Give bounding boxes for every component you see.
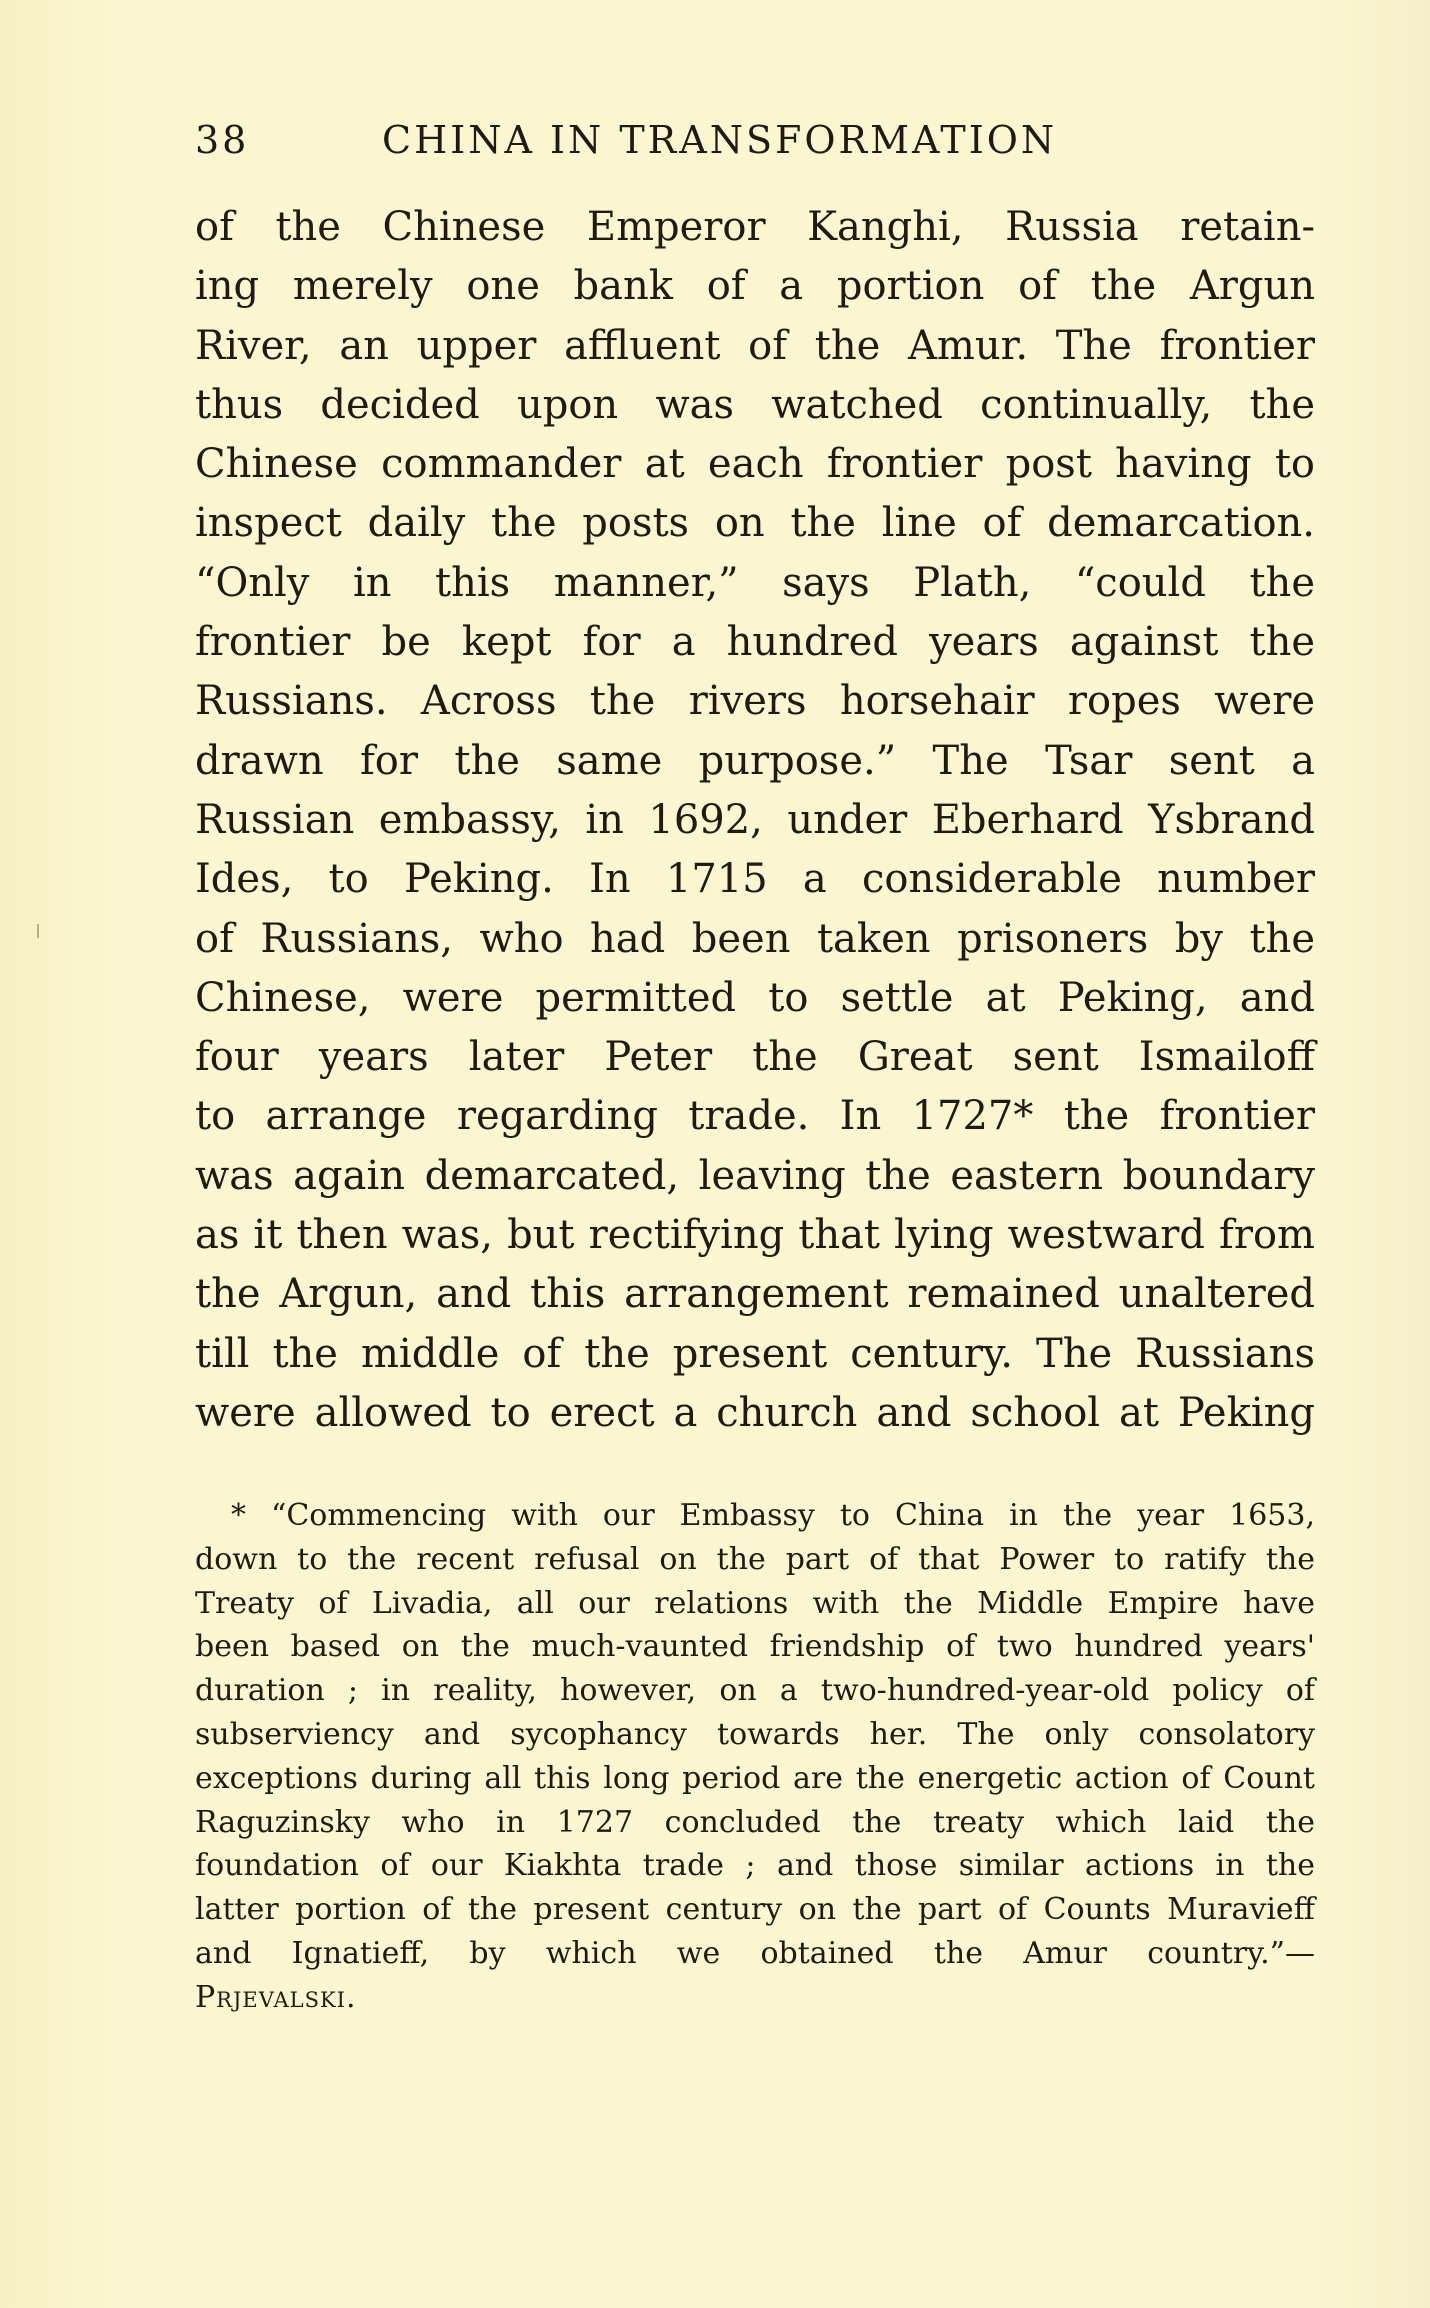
body-line: frontier be kept for a hundred years against the — [195, 619, 1315, 666]
running-head — [195, 118, 1315, 168]
footnote-line: been based on the much-vaunted friendship of two hundred years' — [195, 1629, 1315, 1665]
footnote-line: and Ignatieff, by which we obtained the Amur country.”— — [195, 1935, 1315, 1971]
footnote-attribution: Prjevalski. — [195, 1979, 357, 2015]
body-line: ing merely one bank of a portion of the Argun — [195, 263, 1315, 310]
body-line: of Russians, who had been taken prisoners by the — [195, 915, 1315, 962]
footnote-line: duration ; in reality, however, on a two-hundred-year-old policy of — [195, 1673, 1315, 1709]
footnote-line: down to the recent refusal on the part of that Power to ratify the — [195, 1541, 1315, 1577]
body-line: thus decided upon was watched continually, the — [195, 381, 1315, 428]
body-line: drawn for the same purpose.” The Tsar sent a — [195, 737, 1315, 784]
footnote-line: subserviency and sycophancy towards her. The only consolatory — [195, 1716, 1315, 1752]
body-line: of the Chinese Emperor Kanghi, Russia retain- — [195, 204, 1315, 250]
footnote-line: foundation of our Kiakhta trade ; and those similar actions in the — [195, 1848, 1315, 1884]
body-line: Chinese, were permitted to settle at Peking, and — [195, 974, 1315, 1021]
body-line: Russian embassy, in 1692, under Eberhard Ysbrand — [195, 796, 1315, 843]
footnote-line: Treaty of Livadia, all our relations with the Middle Empire have — [195, 1585, 1315, 1621]
footnote — [195, 1494, 1315, 2020]
body-line: Ides, to Peking. In 1715 a considerable number — [195, 856, 1315, 903]
body-line: Russians. Across the rivers horsehair ropes were — [195, 678, 1315, 725]
body-line: as it then was, but rectifying that lying westward from — [195, 1212, 1315, 1259]
body-line: inspect daily the posts on the line of demarcation. — [195, 500, 1315, 547]
page-number: 38 — [195, 118, 250, 162]
body-line: till the middle of the present century. The Russians — [195, 1330, 1315, 1377]
footnote-line: exceptions during all this long period are the energetic action of Count — [195, 1760, 1315, 1796]
footnote-line: latter portion of the present century on the part of Counts Muravieff — [195, 1892, 1315, 1928]
body-line: four years later Peter the Great sent Ismailoff — [195, 1034, 1315, 1081]
body-line: were allowed to erect a church and school at Peking — [195, 1389, 1315, 1436]
body-line: to arrange regarding trade. In 1727* the frontier — [195, 1093, 1315, 1140]
body-line: Chinese commander at each frontier post having to — [195, 441, 1315, 488]
body-line: the Argun, and this arrangement remained unaltered — [195, 1271, 1315, 1318]
margin-mark — [37, 924, 39, 938]
body-line: River, an upper affluent of the Amur. The frontier — [195, 322, 1315, 369]
body-line: “Only in this manner,” says Plath, “could the — [195, 559, 1315, 606]
body-text — [195, 198, 1315, 1443]
body-line: was again demarcated, leaving the eastern boundary — [195, 1152, 1315, 1199]
footnote-line: Raguzinsky who in 1727 concluded the treaty which laid the — [195, 1804, 1315, 1840]
running-title: CHINA IN TRANSFORMATION — [382, 118, 1058, 162]
footnote-line: * “Commencing with our Embassy to China in the year 1653, — [231, 1498, 1315, 1533]
